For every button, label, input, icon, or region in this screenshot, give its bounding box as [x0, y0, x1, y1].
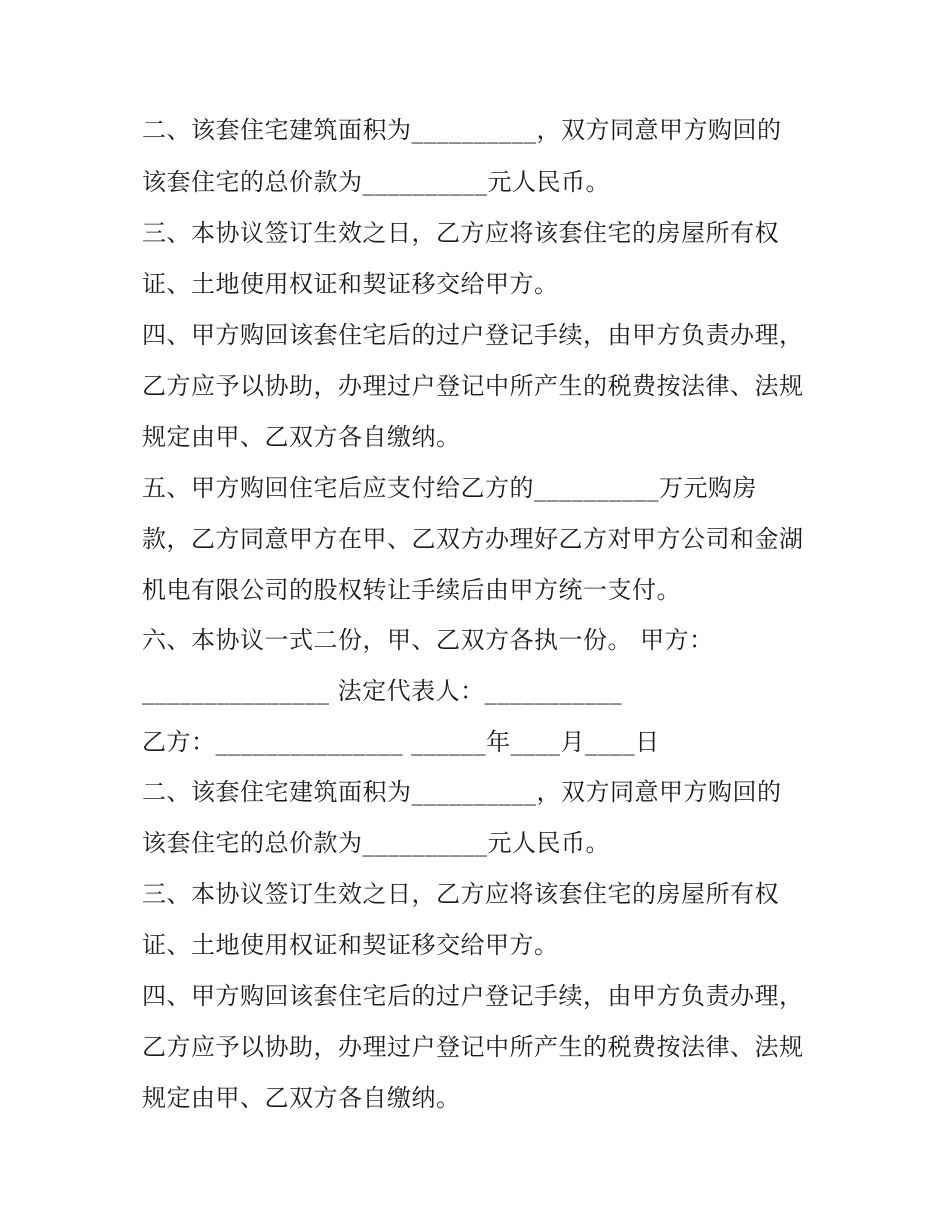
signature-party-b-date-line: 乙方：_______________ ______年____月____日 — [142, 728, 660, 756]
clause-3-line-2: 证、土地使用权证和契证移交给甲方。 — [142, 270, 559, 298]
repeat-clause-3-line-1: 三、本协议签订生效之日，乙方应将该套住宅的房屋所有权 — [142, 880, 779, 908]
clause-2-line-2: 该套住宅的总价款为__________元人民币。 — [142, 168, 610, 196]
signature-party-a-line: _______________ 法定代表人：___________ — [142, 677, 623, 705]
repeat-clause-4-line-1: 四、甲方购回该套住宅后的过户登记手续，由甲方负责办理， — [142, 982, 804, 1010]
repeat-clause-2-line-1: 二、该套住宅建筑面积为__________，双方同意甲方购回的 — [142, 778, 782, 806]
clause-5-line-2: 款，乙方同意甲方在甲、乙双方办理好乙方对甲方公司和金湖 — [142, 525, 804, 553]
clause-2-line-1: 二、该套住宅建筑面积为__________，双方同意甲方购回的 — [142, 116, 782, 144]
clause-4-line-2: 乙方应予以协助，办理过户登记中所产生的税费按法律、法规 — [142, 372, 804, 400]
clause-4-line-1: 四、甲方购回该套住宅后的过户登记手续，由甲方负责办理， — [142, 321, 804, 349]
repeat-clause-4-line-2: 乙方应予以协助，办理过户登记中所产生的税费按法律、法规 — [142, 1033, 804, 1061]
repeat-clause-3-line-2: 证、土地使用权证和契证移交给甲方。 — [142, 931, 559, 959]
repeat-clause-2-line-2: 该套住宅的总价款为__________元人民币。 — [142, 829, 610, 857]
clause-5-line-3: 机电有限公司的股权转让手续后由甲方统一支付。 — [142, 576, 681, 604]
clause-3-line-1: 三、本协议签订生效之日，乙方应将该套住宅的房屋所有权 — [142, 219, 779, 247]
clause-4-line-3: 规定由甲、乙双方各自缴纳。 — [142, 423, 461, 451]
repeat-clause-4-line-3: 规定由甲、乙双方各自缴纳。 — [142, 1084, 461, 1112]
clause-6-line-1: 六、本协议一式二份，甲、乙双方各执一份。 甲方： — [142, 626, 714, 654]
clause-5-line-1: 五、甲方购回住宅后应支付给乙方的__________万元购房 — [142, 474, 757, 502]
